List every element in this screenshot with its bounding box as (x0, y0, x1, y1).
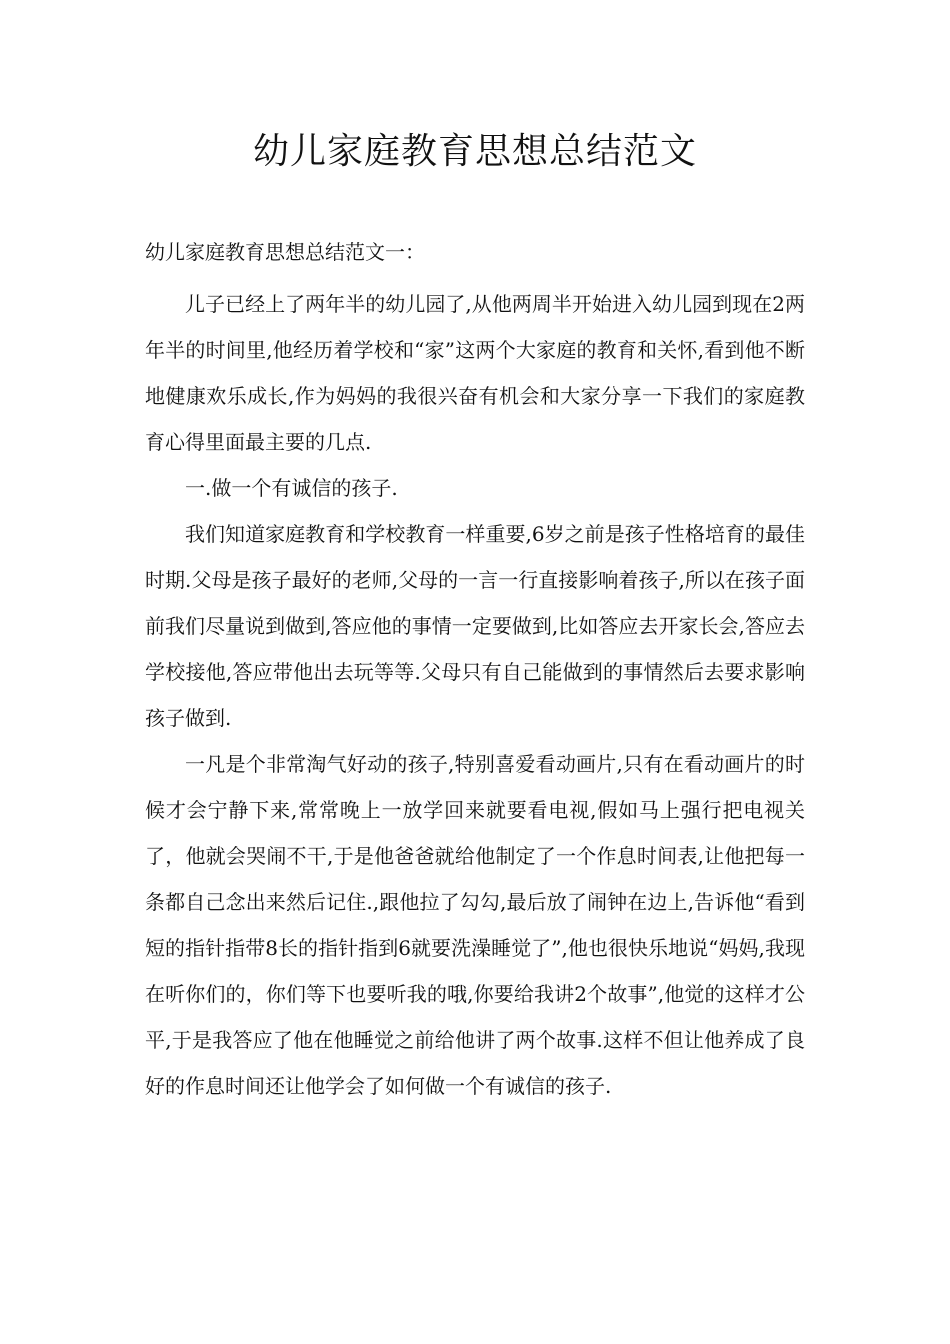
paragraph-point-heading: 一.做一个有诚信的孩子. (185, 476, 398, 500)
document-body (145, 229, 805, 1109)
paragraph-example: 一凡是个非常淘气好动的孩子,特别喜爱看动画片,只有在看动画片的时候才会宁静下来,常常晚上一放学回来就要看电视,假如马上强行把电视关了，他就会哭闹不干,于是他爸爸就给他制定了一个作息时间表,让他把每一条都自己念出来然后记住.,跟他拉了勾勾,最后放了闹钟在边上,告诉他“看到短的指针指带8长的指针指到6就要洗澡睡觉了”,他也很快乐地说“妈妈,我现在听你们的，你们等下也要听我的哦,你要给我讲2个故事”,他觉的这样才公平,于是我答应了他在他睡觉之前给他讲了两个故事.这样不但让他养成了良好的作息时间还让他学会了如何做一个有诚信的孩子. (145, 752, 805, 1098)
document-title: 幼儿家庭教育思想总结范文 (252, 131, 697, 172)
paragraph-honesty: 我们知道家庭教育和学校教育一样重要,6岁之前是孩子性格培育的最佳时期.父母是孩子最好的老师,父母的一言一行直接影响着孩子,所以在孩子面前我们尽量说到做到,答应他的事情一定要做到,比如答应去开家长会,答应去学校接他,答应带他出去玩等等.父母只有自己能做到的事情然后去要求影响孩子做到. (145, 522, 805, 730)
paragraph-intro: 儿子已经上了两年半的幼儿园了,从他两周半开始进入幼儿园到现在2两年半的时间里,他经历着学校和“家”这两个大家庭的教育和关怀,看到他不断地健康欢乐成长,作为妈妈的我很兴奋有机会和大家分享一下我们的家庭教育心得里面最主要的几点. (145, 292, 805, 454)
section-heading: 幼儿家庭教育思想总结范文一： (145, 240, 425, 264)
